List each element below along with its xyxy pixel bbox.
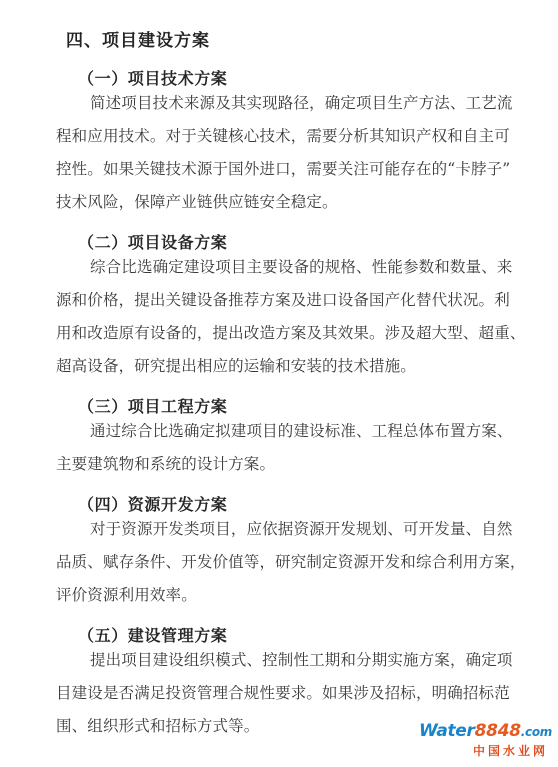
paragraph-line: 对于资源开发类项目，应依据资源开发规划、可开发量、自然 — [90, 520, 513, 538]
paragraph-resources — [56, 513, 526, 612]
subsection-title-management: （五）建设管理方案 — [78, 626, 228, 645]
watermark-cn-name: 中国水业网 — [472, 744, 548, 758]
paragraph-line: 通过综合比选确定拟建项目的建设标准、工程总体布置方案、 — [90, 422, 513, 440]
paragraph-line: 主要建筑物和系统的设计方案。 — [56, 455, 276, 473]
watermark-suffix: .com — [520, 725, 552, 739]
watermark-brand — [419, 721, 552, 741]
paragraph-line: 围、组织形式和招标方式等。 — [56, 717, 260, 735]
subsection-title-equipment: （二）项目设备方案 — [78, 233, 228, 252]
paragraph-line: 源和价格，提出关键设备推荐方案及进口设备国产化替代状况。利 — [56, 291, 510, 309]
paragraph-line: 评价资源利用效率。 — [56, 586, 197, 604]
paragraph-line: 超高设备，研究提出相应的运输和安装的技术措施。 — [56, 357, 416, 375]
section-heading: 四、项目建设方案 — [66, 31, 210, 51]
paragraph-line: 程和应用技术。对于关键核心技术，需要分析其知识产权和自主可 — [56, 127, 510, 145]
paragraph-line: 品质、赋存条件、开发价值等，研究制定资源开发和综合利用方案， — [56, 553, 526, 571]
paragraph-engineering — [56, 415, 526, 481]
paragraph-line: 提出项目建设组织模式、控制性工期和分期实施方案，确定项 — [90, 651, 513, 669]
paragraph-line: 用和改造原有设备的，提出改造方案及其效果。涉及超大型、超重、 — [56, 324, 526, 342]
paragraph-line: 简述项目技术来源及其实现路径，确定项目生产方法、工艺流 — [90, 94, 513, 112]
paragraph-equipment — [56, 251, 526, 383]
paragraph-technology — [56, 87, 526, 219]
subsection-title-technology: （一）项目技术方案 — [78, 69, 228, 88]
paragraph-line: 控性。如果关键技术源于国外进口，需要关注可能存在的“卡脖子” — [56, 160, 511, 178]
paragraph-line: 目建设是否满足投资管理合规性要求。如果涉及招标，明确招标范 — [56, 684, 510, 702]
subsection-title-resources: （四）资源开发方案 — [78, 495, 228, 514]
paragraph-line: 综合比选确定建设项目主要设备的规格、性能参数和数量、来 — [90, 258, 513, 276]
watermark-number: 8848 — [474, 721, 521, 741]
watermark-logo — [419, 721, 552, 759]
subsection-title-engineering: （三）项目工程方案 — [78, 397, 228, 416]
paragraph-line: 技术风险，保障产业链供应链安全稳定。 — [56, 193, 338, 211]
watermark-word: Water — [419, 721, 475, 741]
